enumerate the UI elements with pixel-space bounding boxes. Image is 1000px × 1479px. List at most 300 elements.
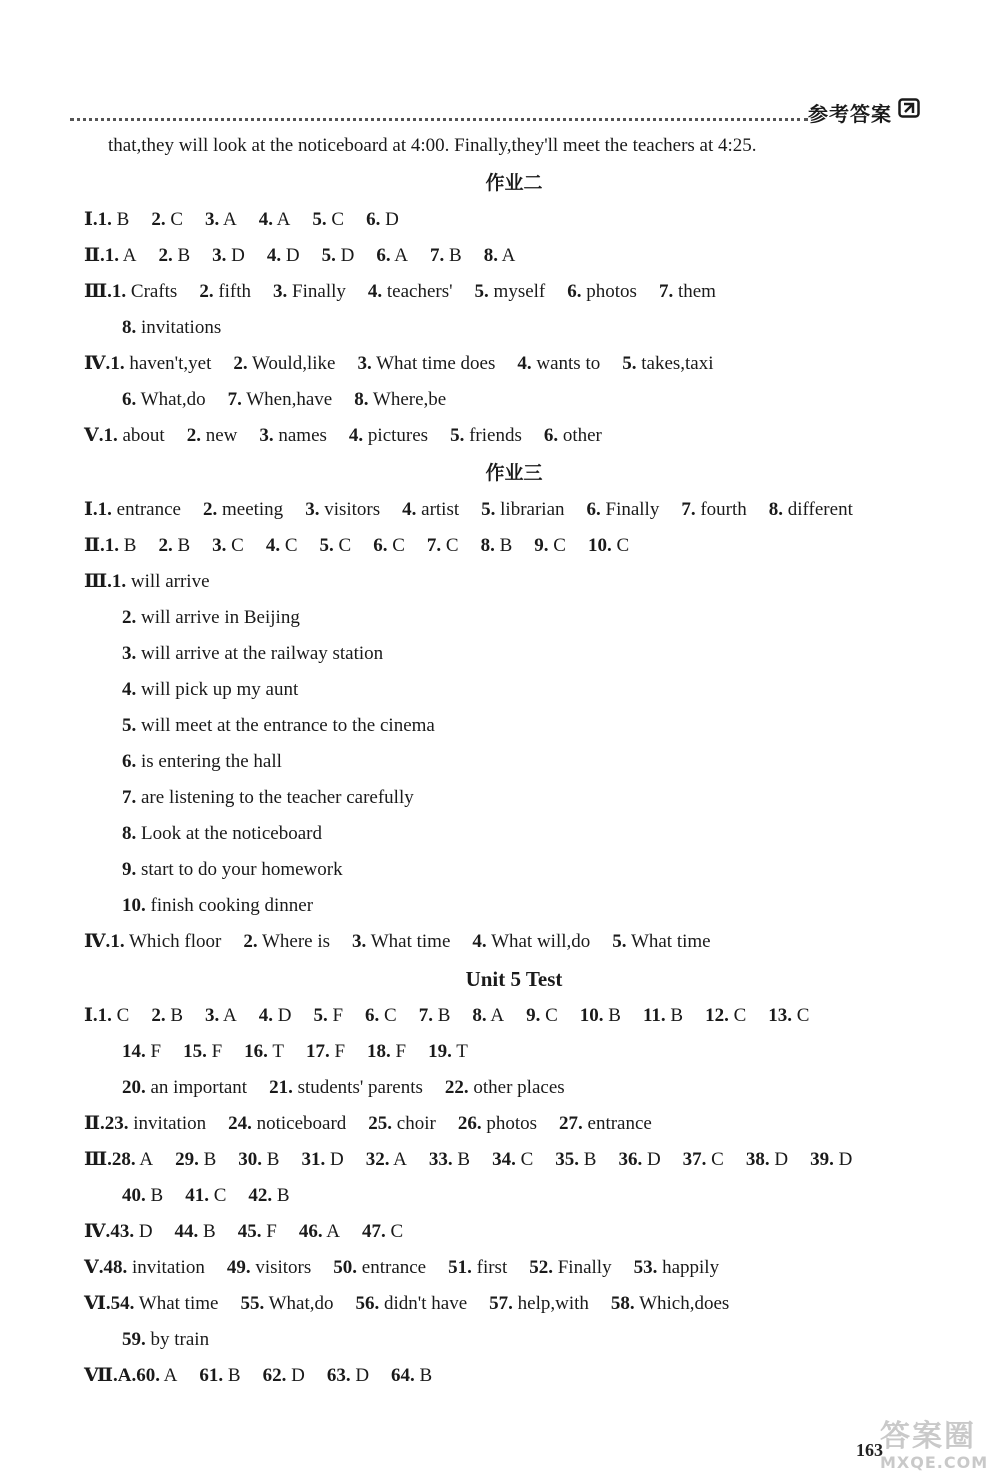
answer-item (484, 238, 516, 274)
answer-item (368, 1106, 436, 1142)
answer-text: will meet at the entrance to the cinema (141, 715, 435, 736)
answer-text: C (445, 535, 459, 556)
question-number: 4. (258, 209, 273, 230)
answer-text: A (393, 1149, 407, 1170)
answer-content (84, 128, 944, 1394)
answer-item (122, 672, 298, 708)
answer-text: entrance (361, 1257, 427, 1278)
question-number: 45. (237, 1221, 262, 1242)
answer-text: different (787, 499, 853, 520)
answer-text: names (278, 425, 327, 446)
answer-text: Where is (261, 931, 331, 952)
answer-text: is entering the hall (141, 751, 282, 772)
answer-item (244, 1034, 284, 1070)
answer-text: F (266, 1221, 277, 1242)
answer-item (122, 816, 322, 852)
answer-text: noticeboard (256, 1113, 347, 1134)
answer-line (84, 346, 944, 382)
answer-item (366, 1142, 407, 1178)
question-number: 1. (104, 535, 120, 556)
question-number: 29. (175, 1149, 199, 1170)
answer-item (458, 1106, 537, 1142)
answer-item (475, 274, 546, 310)
answer-item (259, 418, 327, 454)
answer-text: C (520, 1149, 534, 1170)
answer-sections (84, 164, 944, 1394)
answer-item (158, 528, 190, 564)
answer-text: photos (586, 281, 637, 302)
answer-line (84, 1034, 944, 1070)
question-number: 2. (186, 425, 201, 446)
question-number: 19. (428, 1041, 452, 1062)
question-number: 2. (202, 499, 218, 520)
answer-item (618, 1142, 660, 1178)
answer-text: A (222, 1005, 237, 1026)
part-numeral: Ⅴ. (84, 1257, 104, 1278)
question-number: 35. (555, 1149, 579, 1170)
question-number: 9. (534, 535, 549, 556)
answer-text: C (616, 535, 630, 556)
question-number: 1. (111, 571, 127, 592)
question-number: 33. (428, 1149, 453, 1170)
answer-text: C (213, 1185, 227, 1206)
answer-line (84, 1250, 944, 1286)
answer-item (481, 528, 513, 564)
answer-item (587, 492, 660, 528)
answer-text: photos (486, 1113, 538, 1134)
question-number: 3. (273, 281, 288, 302)
question-number: 1. (111, 281, 127, 302)
answer-text: What,do (268, 1293, 334, 1314)
answer-item (427, 528, 459, 564)
question-number: 3. (212, 535, 227, 556)
question-number: 3. (305, 499, 320, 520)
answer-text: meeting (221, 499, 284, 520)
question-number: 21. (269, 1077, 293, 1098)
question-number: 3. (212, 245, 227, 266)
answer-text: entrance (587, 1113, 652, 1134)
question-number: 52. (529, 1257, 553, 1278)
question-number: 18. (367, 1041, 391, 1062)
question-number: 6. (122, 389, 137, 410)
answer-text: B (419, 1365, 433, 1386)
question-number: 10. (587, 535, 612, 556)
answer-item (122, 600, 300, 636)
answer-line (84, 780, 944, 816)
answer-text: D (231, 245, 245, 266)
answer-item (768, 998, 809, 1034)
answer-item (313, 998, 343, 1034)
answer-text: D (774, 1149, 789, 1170)
question-number: 24. (228, 1113, 252, 1134)
answer-text: B (608, 1005, 621, 1026)
answer-text: pictures (367, 425, 429, 446)
answer-text: C (545, 1005, 558, 1026)
answer-item (212, 528, 244, 564)
question-number: 30. (238, 1149, 263, 1170)
answer-text: will arrive at the railway station (141, 643, 384, 664)
answer-text: Which,does (639, 1293, 730, 1314)
answer-item (367, 1034, 406, 1070)
answer-text: F (211, 1041, 223, 1062)
answer-text: A (139, 1149, 154, 1170)
question-number: 6. (543, 425, 559, 446)
answer-text: D (291, 1365, 305, 1386)
answer-line (84, 202, 944, 238)
answer-item (643, 998, 683, 1034)
question-number: 46. (298, 1221, 323, 1242)
question-number: 17. (305, 1041, 330, 1062)
answer-text: Where,be (372, 389, 447, 410)
answer-text: choir (396, 1113, 436, 1134)
answer-text: B (170, 1005, 184, 1026)
question-number: 2. (158, 245, 173, 266)
question-number: 2. (151, 1005, 166, 1026)
question-number: 48. (103, 1257, 128, 1278)
answer-item (122, 636, 383, 672)
question-number: 59. (122, 1329, 146, 1350)
answer-text: C (231, 535, 244, 556)
watermark-logo: 答案圈 MXQE.COM (880, 1419, 989, 1472)
answer-text: will arrive in Beijing (141, 607, 300, 628)
answer-item (122, 310, 221, 346)
answer-text: teachers' (386, 281, 453, 302)
answer-text: Look at the noticeboard (141, 823, 322, 844)
answer-item (187, 418, 238, 454)
question-number: 5. (474, 281, 489, 302)
answer-text: D (340, 245, 355, 266)
answer-text: will pick up my aunt (141, 679, 299, 700)
question-number: 10. (579, 1005, 604, 1026)
answer-item (481, 492, 564, 528)
answer-item (705, 998, 746, 1034)
question-number: 56. (355, 1293, 380, 1314)
part-numeral: Ⅲ. (84, 1149, 112, 1170)
question-number: 1. (97, 209, 112, 230)
answer-text: invitation (132, 1257, 205, 1278)
question-number: 2. (151, 209, 166, 230)
answer-item (430, 238, 462, 274)
question-number: 5. (312, 209, 327, 230)
answer-line (84, 852, 944, 888)
answer-item (98, 202, 130, 238)
question-number: 22. (444, 1077, 469, 1098)
answer-text: C (796, 1005, 810, 1026)
answer-item (263, 1358, 305, 1394)
question-number: 8. (472, 1005, 487, 1026)
answer-text: B (266, 1149, 280, 1170)
question-number: 25. (368, 1113, 393, 1134)
answer-item (104, 1250, 205, 1286)
question-number: 43. (110, 1221, 135, 1242)
answer-item (105, 238, 137, 274)
answer-line (84, 492, 944, 528)
answer-item (158, 238, 190, 274)
answer-text: A (122, 245, 137, 266)
part-numeral: Ⅱ. (84, 1113, 105, 1134)
answer-item (428, 1034, 468, 1070)
answer-text: A (276, 209, 291, 230)
question-number: 7. (227, 389, 242, 410)
answer-item (357, 346, 495, 382)
answer-text: artist (421, 499, 460, 520)
section-title: 作业三 (485, 462, 543, 484)
answer-text: first (476, 1257, 508, 1278)
answer-text: students' parents (297, 1077, 423, 1098)
answer-text: What will,do (491, 931, 591, 952)
question-number: 6. (373, 535, 388, 556)
answer-line (84, 924, 944, 960)
question-number: 31. (301, 1149, 326, 1170)
question-number: 3. (205, 209, 220, 230)
part-numeral: Ⅳ. (84, 1221, 111, 1242)
answer-item (266, 528, 298, 564)
answer-text: Finally (557, 1257, 612, 1278)
answer-text: C (338, 535, 352, 556)
answer-text: C (553, 535, 566, 556)
answer-item (492, 1142, 533, 1178)
answer-text: T (272, 1041, 284, 1062)
answer-item (98, 492, 181, 528)
question-number: 3. (259, 425, 274, 446)
question-number: 2. (233, 353, 248, 374)
answer-line (84, 1322, 944, 1358)
answer-item (312, 202, 344, 238)
answer-line (84, 744, 944, 780)
part-numeral: Ⅰ. (84, 209, 98, 230)
answer-item (534, 528, 566, 564)
answer-text: D (355, 1365, 370, 1386)
part-numeral: Ⅵ. (84, 1293, 111, 1314)
question-number: 57. (489, 1293, 513, 1314)
answer-item (122, 1178, 163, 1214)
answer-text: C (392, 535, 405, 556)
answer-item (322, 238, 355, 274)
question-number: 5. (612, 931, 627, 952)
answer-text: A (326, 1221, 340, 1242)
answer-item (352, 924, 450, 960)
answer-item (205, 998, 237, 1034)
answer-text: by train (150, 1329, 210, 1350)
question-number: 63. (326, 1365, 351, 1386)
answer-item (327, 1358, 369, 1394)
answer-line (84, 1070, 944, 1106)
answer-text: C (390, 1221, 404, 1242)
answer-item (588, 528, 629, 564)
question-number: 36. (618, 1149, 643, 1170)
answer-text: Crafts (130, 281, 178, 302)
question-number: 8. (483, 245, 498, 266)
part-numeral: Ⅰ. (84, 1005, 98, 1026)
answer-item (233, 346, 335, 382)
answer-item (580, 998, 621, 1034)
answer-item (98, 998, 130, 1034)
answer-item (122, 888, 313, 924)
answer-text: will arrive (130, 571, 210, 592)
answer-item (185, 1178, 226, 1214)
question-number: 55. (240, 1293, 265, 1314)
answer-text: C (116, 1005, 130, 1026)
question-number: 62. (262, 1365, 287, 1386)
answer-text: A (163, 1365, 178, 1386)
answer-item (122, 852, 343, 888)
question-number: 9. (122, 859, 137, 880)
answer-text: an important (150, 1077, 248, 1098)
answer-item (472, 924, 590, 960)
intro-line: that,they will look at the noticeboard at 4:00. Finally,they'll meet the teachers at 4:25. (108, 135, 757, 156)
answer-text: D (277, 1005, 292, 1026)
answer-text: What time (138, 1293, 219, 1314)
answer-item (306, 1034, 345, 1070)
question-number: 7. (681, 499, 696, 520)
answer-item (681, 492, 746, 528)
answer-line (84, 1142, 944, 1178)
part-numeral: Ⅲ. (84, 281, 112, 302)
answer-item (320, 528, 352, 564)
answer-text: C (733, 1005, 747, 1026)
question-number: 47. (362, 1221, 386, 1242)
question-number: 1. (97, 499, 112, 520)
question-number: 16. (244, 1041, 268, 1062)
question-number: 7. (122, 787, 137, 808)
answer-text: librarian (500, 499, 565, 520)
answer-text: fourth (700, 499, 747, 520)
question-number: 53. (633, 1257, 658, 1278)
question-number: 14. (122, 1041, 146, 1062)
answer-item (199, 1358, 240, 1394)
answer-line (84, 816, 944, 852)
answer-text: B (437, 1005, 451, 1026)
question-number: 7. (426, 535, 442, 556)
question-number: 1. (97, 1005, 112, 1026)
question-number: 4. (266, 245, 282, 266)
answer-item (238, 1214, 277, 1250)
question-number: 5. (313, 1005, 328, 1026)
answer-text: When,have (246, 389, 333, 410)
answer-text: D (285, 245, 300, 266)
answer-item (112, 564, 210, 600)
answer-text: B (583, 1149, 597, 1170)
question-number: 49. (226, 1257, 251, 1278)
answer-item (391, 1358, 432, 1394)
answer-text: B (449, 245, 462, 266)
question-number: 2. (158, 535, 173, 556)
question-number: 4. (517, 353, 532, 374)
answer-line (84, 1214, 944, 1250)
answer-item (259, 202, 291, 238)
question-number: 38. (745, 1149, 770, 1170)
answer-item (529, 1250, 611, 1286)
question-number: 54. (110, 1293, 135, 1314)
question-number: 4. (402, 499, 417, 520)
answer-text: other (562, 425, 602, 446)
answer-item (105, 1106, 206, 1142)
answer-text: new (205, 425, 238, 446)
answer-text: invitation (133, 1113, 207, 1134)
question-number: 60. (136, 1365, 160, 1386)
question-number: 51. (448, 1257, 472, 1278)
question-number: 64. (391, 1365, 415, 1386)
answer-text: What time does (376, 353, 496, 374)
answer-text: Would,like (252, 353, 336, 374)
answer-item (402, 492, 459, 528)
question-number: 6. (122, 751, 137, 772)
answer-item (111, 1286, 219, 1322)
answer-text: C (384, 1005, 397, 1026)
question-number: 37. (682, 1149, 707, 1170)
part-numeral: Ⅳ. (84, 931, 111, 952)
answer-text: happily (662, 1257, 720, 1278)
answer-item (517, 346, 600, 382)
answer-item (366, 202, 399, 238)
question-number: 3. (205, 1005, 220, 1026)
answer-text: didn't have (384, 1293, 468, 1314)
answer-item (122, 744, 282, 780)
question-number: 12. (705, 1005, 729, 1026)
answer-item (429, 1142, 470, 1178)
part-numeral: Ⅳ. (84, 353, 111, 374)
answer-item (183, 1034, 222, 1070)
answer-text: D (646, 1149, 661, 1170)
answer-item (301, 1142, 343, 1178)
answer-item (489, 1286, 589, 1322)
question-number: 1. (110, 931, 125, 952)
answer-item (746, 1142, 788, 1178)
answer-text: takes,taxi (641, 353, 714, 374)
answer-line (84, 1286, 944, 1322)
answer-text: B (499, 535, 513, 556)
question-number: 6. (586, 499, 601, 520)
answer-item (299, 1214, 340, 1250)
answer-text: wants to (536, 353, 601, 374)
answer-item (122, 780, 414, 816)
answer-text: are listening to the teacher carefully (141, 787, 414, 808)
answer-item (810, 1142, 852, 1178)
answer-text: B (276, 1185, 290, 1206)
question-number: 2. (243, 931, 258, 952)
answer-line (84, 1106, 944, 1142)
answer-text: myself (493, 281, 546, 302)
part-numeral: Ⅰ. (84, 499, 98, 520)
answer-text: B (203, 1221, 216, 1242)
question-number: 44. (174, 1221, 199, 1242)
answer-text: Finally (292, 281, 346, 302)
part-numeral: Ⅴ. (84, 425, 104, 446)
answer-item (110, 1214, 152, 1250)
answer-text: A (501, 245, 516, 266)
question-number: 8. (354, 389, 369, 410)
question-number: 4. (265, 535, 281, 556)
answer-item (349, 418, 428, 454)
answer-text: start to do your homework (141, 859, 343, 880)
answer-item (365, 998, 397, 1034)
answer-item (151, 202, 183, 238)
answer-text: F (332, 1005, 344, 1026)
answer-text: B (227, 1365, 241, 1386)
question-number: 11. (642, 1005, 666, 1026)
answer-item (205, 202, 237, 238)
answer-item (769, 492, 853, 528)
answer-text: visitors (324, 499, 381, 520)
answer-text: other places (473, 1077, 565, 1098)
question-number: 13. (768, 1005, 793, 1026)
question-number: 5. (622, 353, 637, 374)
answer-item (555, 1142, 596, 1178)
answer-text: B (457, 1149, 471, 1170)
answer-text: C (331, 209, 345, 230)
answer-text: D (838, 1149, 853, 1170)
answer-text: B (150, 1185, 164, 1206)
